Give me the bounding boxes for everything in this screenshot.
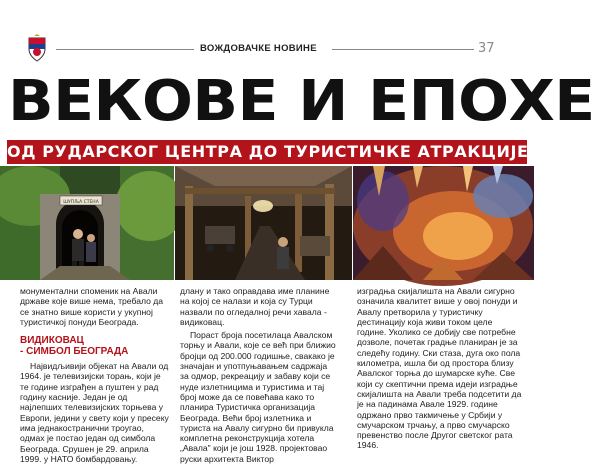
newspaper-name: ВОЖДОВАЧКЕ НОВИНЕ [200,43,317,54]
article-column-1 [20,286,170,464]
article-column-2 [180,286,338,464]
coat-of-arms-icon [26,34,48,62]
article-title: ВЕКОВЕ И ЕПОХЕ [8,69,595,134]
subtitle-banner [7,140,527,164]
column-1-lead-text: монументални споменик на Авали државе које више нема, требало да се знатно више користи у укупној туристичкој понуди Београда. [20,286,164,327]
column-3-body: изградња скијалишта на Авали сигурно означила квалитет више у овој понуди и Авалу претворила у туристичку дестинацију која живи током целе године. Уколико се добију све потребне дозволе, почетак градње планиран је за следећу годину. Ски стаза, дуга око пола километра, ишла би од простора близу Авалског торња до шумарске куће. Све који су скептични према идеји изградње скијалишта на Авали треба подсетити да је на падинама Авале 1929. године одржано прво такмичење у Србији у смучарском трчању, а прво смучарско превенство после Другог светског рата 1946. [357,286,522,451]
article-subtitle: ОД РУДАРСКОГ ЦЕНТРА ДО ТУРИСТИЧКЕ АТРАКЦИЈЕ [7,142,529,161]
photo-mine-entrance [0,166,174,280]
header-rule-right [332,49,474,50]
photo-sign-text: ШУПЉА СТЕНА [63,200,99,205]
column-1-body: Највидљивији објекат на Авали од 1964. је телевизијски торањ, који је те године изграђен а пуштен у рад годину касније. Један је од најлепших телевизијских торњева у Европи, једини у свету који у пресеку има једнакостранични троугао, одмах је постао један од симбола Београда. Срушен је 29. априла 1999. у НАТО бомбардовању. [20,361,169,464]
header-rule-left [56,49,194,50]
page-number: 37 [478,41,495,56]
section-heading-line-1: ВИДИКОВАЦ [20,335,84,347]
photo-mine-interior [175,166,352,280]
photo-cave-formations [353,166,534,280]
column-2-lead-text: длану и тако оправдава име планине на којој се налази и која су Турци назвали по огледалној речи хавала - видиковац. [180,286,330,327]
section-heading-line-2: - СИМБОЛ БЕОГРАДА [20,346,129,358]
article-column-3 [357,286,522,451]
column-2-body: Пораст броја посетилаца Авалском торњу и Авали, које се већ при ближио бројци од 200.000 годишње, свакако је значајан и употпуњавањем садржаја за одмор, рекреацију и забаву који се нуде излетницима и туристима и тај број може да се повећава како то планира Туристичка организација Београда. Већи број излетника и туриста на Авалу сигурно би привукла комплетна реконструкција хотела „Авала" који је још 1928. пројектовао руски архитекта Виктор [180,330,336,464]
